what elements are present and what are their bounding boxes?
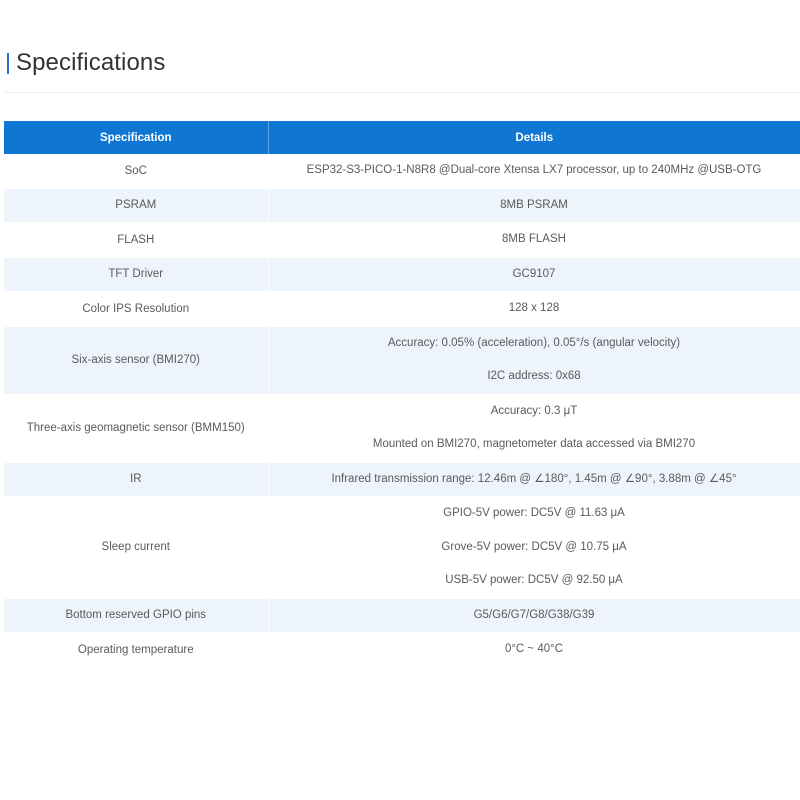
table-header-row bbox=[4, 121, 800, 154]
detail-line: Mounted on BMI270, magnetometer data accessed via BMI270 bbox=[372, 438, 696, 450]
detail-line: GC9107 bbox=[512, 267, 556, 280]
header-divider bbox=[4, 92, 800, 93]
specifications-table bbox=[4, 121, 800, 668]
table-row bbox=[4, 394, 800, 462]
table-row bbox=[4, 188, 800, 223]
table-row bbox=[4, 292, 800, 327]
detail-line: 0°C ~ 40°C bbox=[504, 643, 564, 655]
spec-name-cell: FLASH bbox=[4, 223, 268, 258]
spec-name-cell: Operating temperature bbox=[4, 633, 268, 668]
spec-details-cell bbox=[268, 598, 800, 633]
table-body bbox=[4, 154, 800, 667]
page-header bbox=[0, 40, 800, 92]
spec-name-cell: PSRAM bbox=[4, 188, 268, 223]
spec-name-cell: Color IPS Resolution bbox=[4, 292, 268, 327]
detail-line: Accuracy: 0.3 μT bbox=[490, 404, 578, 417]
column-header-details: Details bbox=[268, 121, 800, 154]
table-row bbox=[4, 154, 800, 188]
detail-line: ESP32-S3-PICO-1-N8R8 @Dual-core Xtensa LX7 processor, up to 240MHz @USB-OTG bbox=[306, 164, 762, 176]
spec-details-cell bbox=[268, 292, 800, 327]
spec-details-cell bbox=[268, 257, 800, 292]
spec-name-cell: Three-axis geomagnetic sensor (BMM150) bbox=[4, 394, 268, 462]
spec-details-cell bbox=[268, 154, 800, 188]
detail-line: 8MB PSRAM bbox=[500, 198, 568, 211]
spec-details-cell bbox=[268, 223, 800, 258]
detail-line: GPIO-5V power: DC5V @ 11.63 μA bbox=[443, 507, 625, 519]
spec-name-cell: TFT Driver bbox=[4, 257, 268, 292]
spec-details-cell bbox=[268, 462, 800, 497]
table-row bbox=[4, 497, 800, 599]
detail-line: USB-5V power: DC5V @ 92.50 μA bbox=[445, 574, 623, 586]
table-row bbox=[4, 326, 800, 394]
detail-line: 128 x 128 bbox=[508, 302, 560, 314]
table-row bbox=[4, 633, 800, 668]
spec-details-cell bbox=[268, 633, 800, 668]
column-header-specification: Specification bbox=[4, 121, 268, 154]
spec-name-cell: IR bbox=[4, 462, 268, 497]
table-row bbox=[4, 462, 800, 497]
title-accent-bar bbox=[7, 53, 9, 74]
table-row bbox=[4, 223, 800, 258]
detail-line: G5/G6/G7/G8/G38/G39 bbox=[473, 608, 595, 621]
detail-line: I2C address: 0x68 bbox=[487, 370, 581, 382]
table-row bbox=[4, 598, 800, 633]
spec-name-cell: Bottom reserved GPIO pins bbox=[4, 598, 268, 633]
detail-line: Infrared transmission range: 12.46m @ ∠180°, 1.45m @ ∠90°, 3.88m @ ∠45° bbox=[331, 472, 737, 485]
spec-details-cell bbox=[268, 394, 800, 462]
table-row bbox=[4, 257, 800, 292]
detail-line: 8MB FLASH bbox=[502, 233, 566, 245]
spec-name-cell: Sleep current bbox=[4, 497, 268, 599]
spec-details-cell bbox=[268, 497, 800, 599]
spec-details-cell bbox=[268, 326, 800, 394]
spec-name-cell: SoC bbox=[4, 154, 268, 188]
page-title: Specifications bbox=[16, 49, 166, 76]
detail-line: Grove-5V power: DC5V @ 10.75 μA bbox=[441, 540, 627, 553]
spec-details-cell bbox=[268, 188, 800, 223]
detail-line: Accuracy: 0.05% (acceleration), 0.05°/s (angular velocity) bbox=[387, 336, 681, 349]
spec-name-cell: Six-axis sensor (BMI270) bbox=[4, 326, 268, 394]
